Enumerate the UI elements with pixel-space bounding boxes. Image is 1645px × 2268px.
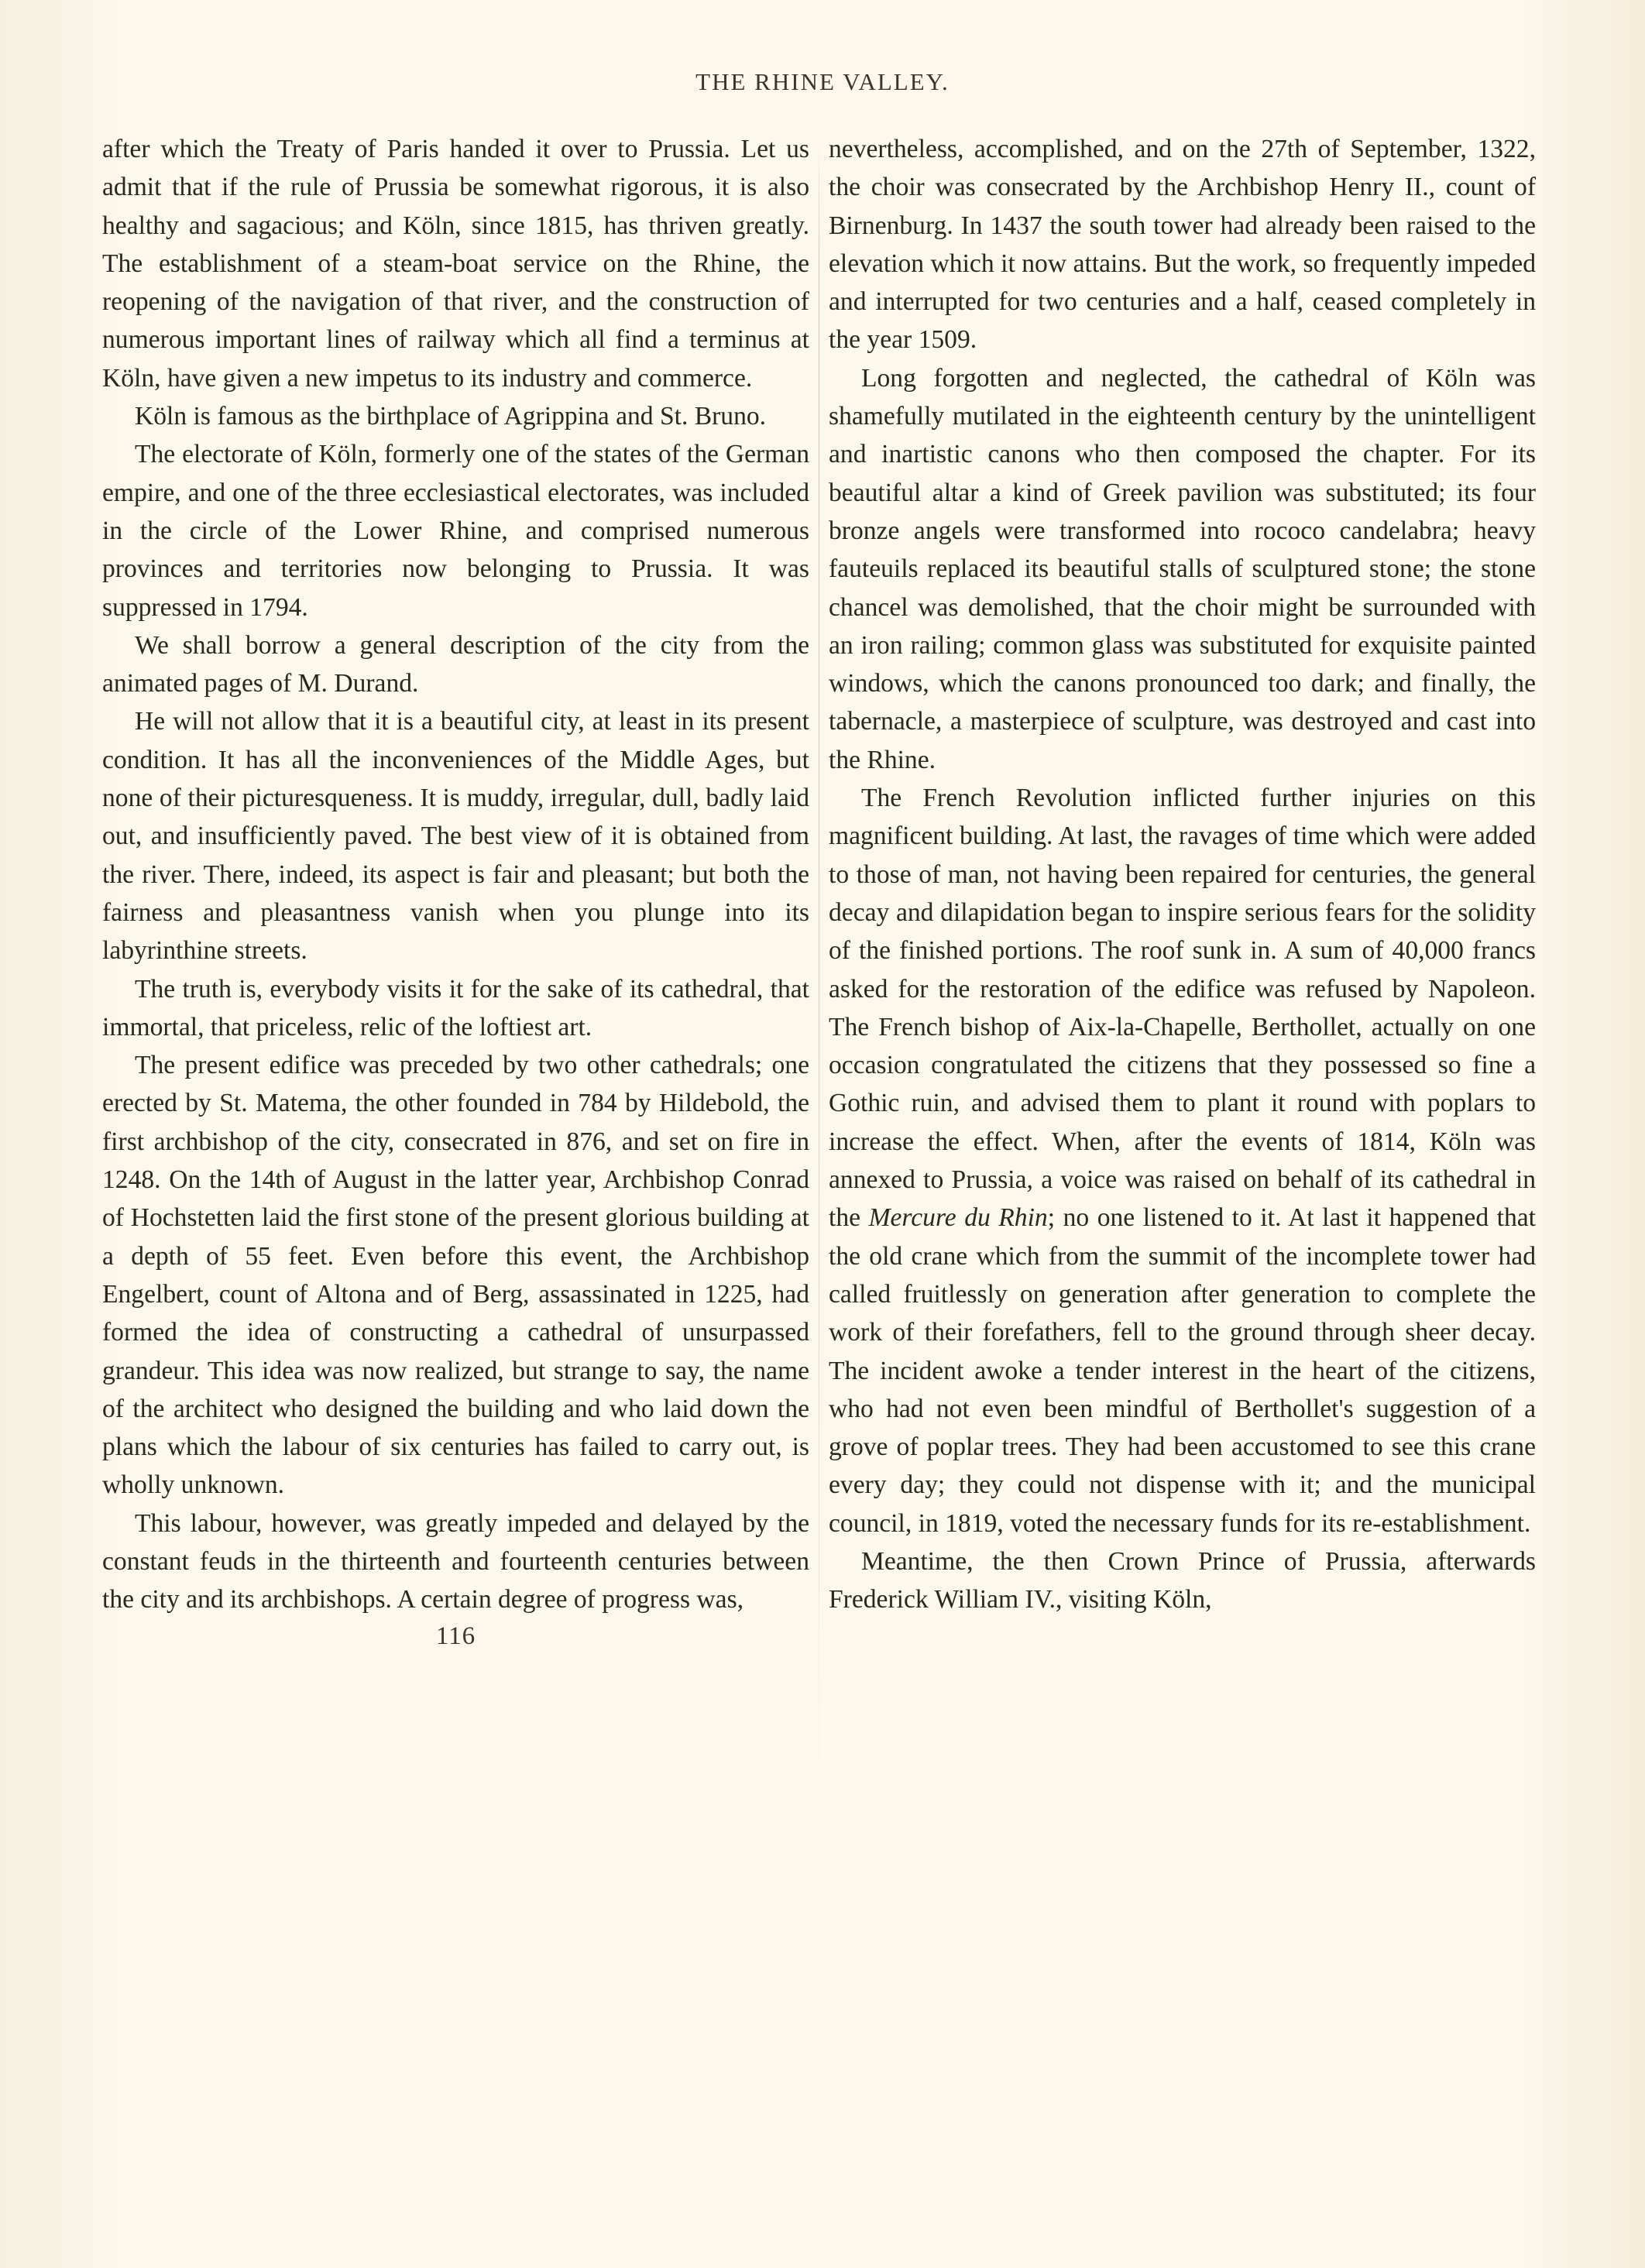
paragraph: We shall borrow a general description of the city from the animated pages of M. Durand. (102, 630, 809, 698)
paragraph: after which the Treaty of Paris handed it over to Prussia. Let us admit that if the rule of Prussia be somewhat rigorous, it is also healthy and sagacious; and Köln, since 1815, has thriven greatly. The establishment of a steam-boat service on the Rhine, the reopening of the navigation of that river, and the construction of numerous important lines of railway which all find a terminus at Köln, have given a new impetus to its industry and commerce. (102, 135, 809, 393)
paragraph: He will not allow that it is a beautiful city, at least in its present condition. It has all the inconveniences of the Middle Ages, but none of their picturesqueness. It is muddy, irregular, dull, badly laid out, and insufficiently paved. The best view of it is obtained from the river. There, indeed, its aspect is fair and pleasant; but both the fairness and pleasantness vanish when you plunge into its labyrinthine streets. (102, 707, 809, 966)
paragraph-text: ; no one listened to it. At last it happened that the old crane which from the summit of the incomplete tower had called fruitlessly on generation after generation to complete the work of their forefathers, fell to the ground through sheer decay. The incident awoke a tender interest in the heart of the citizens, who had not even been mindful of Berthollet's suggestion of a grove of poplar trees. They had been accustomed to see this crane every day; they could not dispense with it; and the municipal council, in 1819, voted the necessary funds for its re-establishment. (829, 1203, 1536, 1538)
paragraph (829, 779, 1536, 1542)
left-text-column (102, 130, 809, 1619)
paragraph-text: The French Revolution inflicted further injuries on this magnificent building. At last, the ravages of time which were added to those of man, not having been repaired for centuries, the general decay and dilapidation began to inspire serious fears for the solidity of the finished portions. The roof sunk in. A sum of 40,000 francs asked for the restoration of the edifice was refused by Napoleon. The French bishop of Aix-la-Chapelle, Berthollet, actually on one occasion congratulated the citizens that they possessed so fine a Gothic ruin, and advised them to plant it round with poplars to increase the effect. When, after the events of 1814, Köln was annexed to Prussia, a voice was raised on behalf of its cathedral in the (829, 784, 1536, 1233)
paragraph: The truth is, everybody visits it for the sake of its cathedral, that immortal, that priceless, relic of the loftiest art. (102, 974, 809, 1041)
paragraph: Köln is famous as the birthplace of Agrippina and St. Bruno. (135, 402, 767, 431)
paragraph: nevertheless, accomplished, and on the 27th of September, 1322, the choir was consecrated by the Archbishop Henry II., count of Birnenburg. In 1437 the south tower had already been raised to the elevation which it now attains. But the work, so frequently impeded and interrupted for two centuries and a half, ceased completely in the year 1509. (829, 135, 1536, 355)
paragraph: Long forgotten and neglected, the cathedral of Köln was shamefully mutilated in the eighteenth century by the unintelligent and inartistic canons who then composed the chapter. For its beautiful altar a kind of Greek pavilion was substituted; its four bronze angels were transformed into rococo candelabra; heavy fauteuils replaced its beautiful stalls of sculptured stone; the stone chancel was demolished, that the choir might be surrounded with an iron railing; common glass was substituted for exquisite painted windows, which the canons pronounced too dark; and finally, the tabernacle, a masterpiece of sculpture, was destroyed and cast into the Rhine. (829, 363, 1536, 774)
paragraph: Meantime, the then Crown Prince of Prussia, afterwards Frederick William IV., visiting Köln, (829, 1546, 1536, 1614)
right-text-column (829, 130, 1536, 1619)
italic-title: Mercure du Rhin (868, 1203, 1048, 1233)
paragraph: The electorate of Köln, formerly one of the states of the German empire, and one of the three ecclesiastical electorates, was included in the circle of the Lower Rhine, and comprised numerous provinces and territories now belonging to Prussia. It was suppressed in 1794. (102, 440, 809, 622)
page-number: 116 (435, 1622, 476, 1650)
paragraph: This labour, however, was greatly impeded and delayed by the constant feuds in the thirteenth and fourteenth centuries between the city and its archbishops. A certain degree of progress was, (102, 1508, 809, 1614)
running-header: THE RHINE VALLEY. (695, 68, 950, 95)
paragraph: The present edifice was preceded by two other cathedrals; one erected by St. Matema, the other founded in 784 by Hildebold, the first archbishop of the city, consecrated in 876, and set on fire in 1248. On the 14th of August in the latter year, Archbishop Conrad of Hochstetten laid the first stone of the present glorious building at a depth of 55 feet. Even before this event, the Archbishop Engelbert, count of Altona and of Berg, assassinated in 1225, had formed the idea of constructing a cathedral of unsurpassed grandeur. This idea was now realized, but strange to say, the name of the architect who designed the building and who laid down the plans which the labour of six centuries has failed to carry out, is wholly unknown. (102, 1051, 809, 1500)
